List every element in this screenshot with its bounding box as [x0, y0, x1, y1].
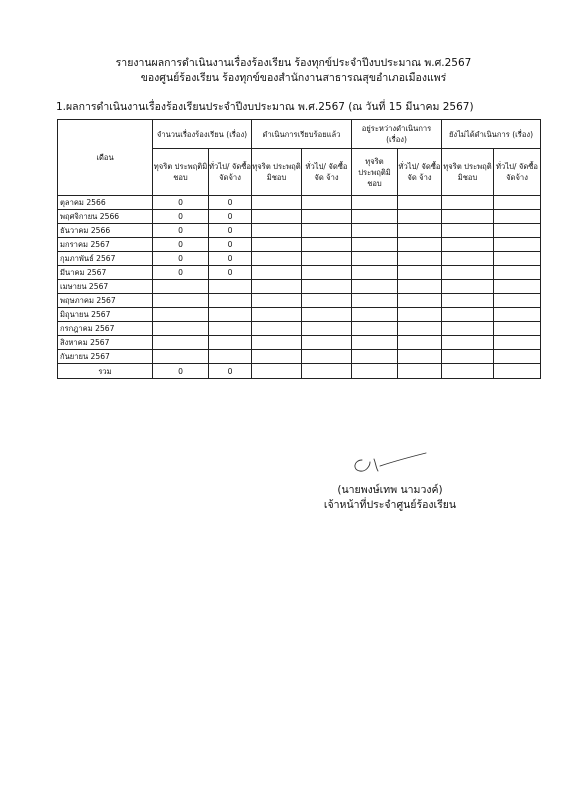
table-cell — [252, 196, 302, 210]
table-cell — [398, 294, 442, 308]
group-header-completed: ดำเนินการเรียบร้อยแล้ว — [252, 120, 352, 149]
group-header-not-started: ยังไม่ได้ดำเนินการ (เรื่อง) — [442, 120, 541, 149]
table-cell: 0 — [209, 196, 252, 210]
table-cell: 0 — [153, 196, 209, 210]
month-cell: มีนาคม 2567 — [58, 266, 153, 280]
table-cell — [302, 238, 352, 252]
table-cell — [352, 294, 398, 308]
subheader-corruption: ทุจริต ประพฤติมิชอบ — [153, 149, 209, 196]
table-cell — [252, 294, 302, 308]
table-cell — [494, 280, 541, 294]
table-cell — [252, 252, 302, 266]
table-cell — [494, 364, 541, 379]
group-header-total: จำนวนเรื่องร้องเรียน (เรื่อง) — [153, 120, 252, 149]
subheader-general: ทั่วไป/ จัดซื้อจัด จ้าง — [302, 149, 352, 196]
table-row — [58, 336, 541, 350]
table-cell — [442, 252, 494, 266]
table-cell — [398, 266, 442, 280]
subheader-general: ทั่วไป/ จัดซื้อจัดจ้าง — [209, 149, 252, 196]
table-cell — [494, 210, 541, 224]
table-cell — [209, 336, 252, 350]
table-cell — [209, 322, 252, 336]
table-cell — [352, 252, 398, 266]
month-cell: มกราคม 2567 — [58, 238, 153, 252]
table-cell: 0 — [153, 210, 209, 224]
table-cell — [442, 266, 494, 280]
table-cell: 0 — [209, 266, 252, 280]
table-cell — [494, 322, 541, 336]
table-cell — [442, 210, 494, 224]
month-cell: พฤศจิกายน 2566 — [58, 210, 153, 224]
table-body — [58, 196, 541, 364]
table-cell — [209, 280, 252, 294]
table-cell — [494, 350, 541, 364]
month-cell: กรกฎาคม 2567 — [58, 322, 153, 336]
table-cell — [252, 210, 302, 224]
table-cell: 0 — [153, 238, 209, 252]
signatory-name: (นายพงษ์เทพ นามวงค์) — [337, 484, 443, 496]
table-cell — [442, 350, 494, 364]
table-row — [58, 196, 541, 210]
table-row — [58, 322, 541, 336]
subheader-general: ทั่วไป/ จัดซื้อจัด จ้าง — [398, 149, 442, 196]
report-title-line2: ของศูนย์ร้องเรียน ร้องทุกข์ของสำนักงานสาธารณสุขอำเภอเมืองแพร่ — [140, 72, 447, 84]
table-cell — [352, 238, 398, 252]
table-cell — [302, 350, 352, 364]
table-cell — [352, 266, 398, 280]
table-cell — [352, 308, 398, 322]
subheader-corruption: ทุจริต ประพฤติมิชอบ — [252, 149, 302, 196]
table-cell — [398, 308, 442, 322]
table-cell — [352, 350, 398, 364]
month-cell: ธันวาคม 2566 — [58, 224, 153, 238]
table-cell — [494, 336, 541, 350]
month-cell: กุมภาพันธ์ 2567 — [58, 252, 153, 266]
table-cell — [209, 294, 252, 308]
month-cell: กันยายน 2567 — [58, 350, 153, 364]
table-cell — [398, 238, 442, 252]
table-cell — [352, 364, 398, 379]
table-cell — [153, 336, 209, 350]
total-label: รวม — [58, 364, 153, 379]
table-cell — [352, 210, 398, 224]
table-cell: 0 — [209, 238, 252, 252]
table-cell — [252, 280, 302, 294]
table-cell — [352, 196, 398, 210]
table-cell — [398, 224, 442, 238]
table-cell — [153, 294, 209, 308]
subheader-corruption: ทุจริต ประพฤติมิชอบ — [352, 149, 398, 196]
table-cell — [302, 280, 352, 294]
table-row — [58, 308, 541, 322]
table-cell — [398, 280, 442, 294]
table-cell — [252, 336, 302, 350]
table-cell — [302, 336, 352, 350]
table-cell — [494, 294, 541, 308]
table-cell: 0 — [153, 252, 209, 266]
table-cell — [352, 336, 398, 350]
month-cell: ตุลาคม 2566 — [58, 196, 153, 210]
table-cell — [252, 364, 302, 379]
month-cell: เมษายน 2567 — [58, 280, 153, 294]
table-row — [58, 266, 541, 280]
table-cell: 0 — [209, 364, 252, 379]
table-row — [58, 280, 541, 294]
table-cell — [398, 350, 442, 364]
table-row — [58, 210, 541, 224]
table-cell — [398, 322, 442, 336]
table-cell — [494, 266, 541, 280]
table-cell — [442, 364, 494, 379]
table-cell: 0 — [153, 364, 209, 379]
table-cell: 0 — [209, 224, 252, 238]
table-cell — [209, 350, 252, 364]
table-cell — [302, 252, 352, 266]
table-cell — [398, 210, 442, 224]
table-cell — [442, 224, 494, 238]
table-cell — [494, 238, 541, 252]
table-cell — [398, 252, 442, 266]
table-cell — [442, 280, 494, 294]
month-cell: มิถุนายน 2567 — [58, 308, 153, 322]
table-cell — [302, 364, 352, 379]
table-cell — [442, 294, 494, 308]
table-row — [58, 238, 541, 252]
table-cell — [442, 238, 494, 252]
table-cell — [252, 308, 302, 322]
table-cell: 0 — [153, 224, 209, 238]
table-cell — [352, 322, 398, 336]
table-cell — [302, 196, 352, 210]
table-cell — [442, 308, 494, 322]
table-cell — [302, 266, 352, 280]
table-cell — [252, 322, 302, 336]
month-cell: พฤษภาคม 2567 — [58, 294, 153, 308]
table-cell — [494, 196, 541, 210]
table-cell — [302, 294, 352, 308]
table-row — [58, 252, 541, 266]
table-cell — [352, 224, 398, 238]
table-cell — [153, 308, 209, 322]
table-row — [58, 294, 541, 308]
table-cell — [302, 210, 352, 224]
section-heading: 1.ผลการดำเนินงานเรื่องร้องเรียนประจำปีงบประมาณ พ.ศ.2567 (ณ วันที่ 15 มีนาคม 2567) — [56, 101, 474, 113]
month-cell: สิงหาคม 2567 — [58, 336, 153, 350]
signatory-position: เจ้าหน้าที่ประจำศูนย์ร้องเรียน — [323, 499, 457, 511]
table-row — [58, 350, 541, 364]
table-cell — [442, 336, 494, 350]
table-cell — [302, 308, 352, 322]
table-cell — [494, 252, 541, 266]
table-cell — [153, 350, 209, 364]
group-header-in-progress: อยู่ระหว่างดำเนินการ (เรื่อง) — [352, 120, 442, 149]
table-cell — [252, 238, 302, 252]
table-cell — [494, 308, 541, 322]
complaints-table — [57, 119, 541, 379]
table-cell — [209, 308, 252, 322]
table-cell — [302, 322, 352, 336]
table-cell — [398, 364, 442, 379]
table-cell — [252, 350, 302, 364]
subheader-corruption: ทุจริต ประพฤติมิชอบ — [442, 149, 494, 196]
table-cell — [352, 280, 398, 294]
month-column-header: เดือน — [58, 120, 153, 196]
table-cell: 0 — [209, 210, 252, 224]
table-cell: 0 — [209, 252, 252, 266]
table-cell — [442, 196, 494, 210]
total-row — [58, 364, 541, 379]
table-cell — [153, 280, 209, 294]
table-cell — [252, 224, 302, 238]
report-title: รายงานผลการดำเนินงานเรื่องร้องเรียน ร้องทุกข์ประจำปีงบประมาณ พ.ศ.2567 — [115, 57, 472, 69]
table-cell — [398, 336, 442, 350]
table-cell — [494, 224, 541, 238]
table-cell — [442, 322, 494, 336]
table-cell — [398, 196, 442, 210]
table-cell — [153, 322, 209, 336]
table-cell — [302, 224, 352, 238]
subheader-general: ทั่วไป/ จัดซื้อ จัดจ้าง — [494, 149, 541, 196]
table-cell: 0 — [153, 266, 209, 280]
table-row — [58, 224, 541, 238]
table-cell — [252, 266, 302, 280]
handwritten-signature — [340, 450, 430, 480]
